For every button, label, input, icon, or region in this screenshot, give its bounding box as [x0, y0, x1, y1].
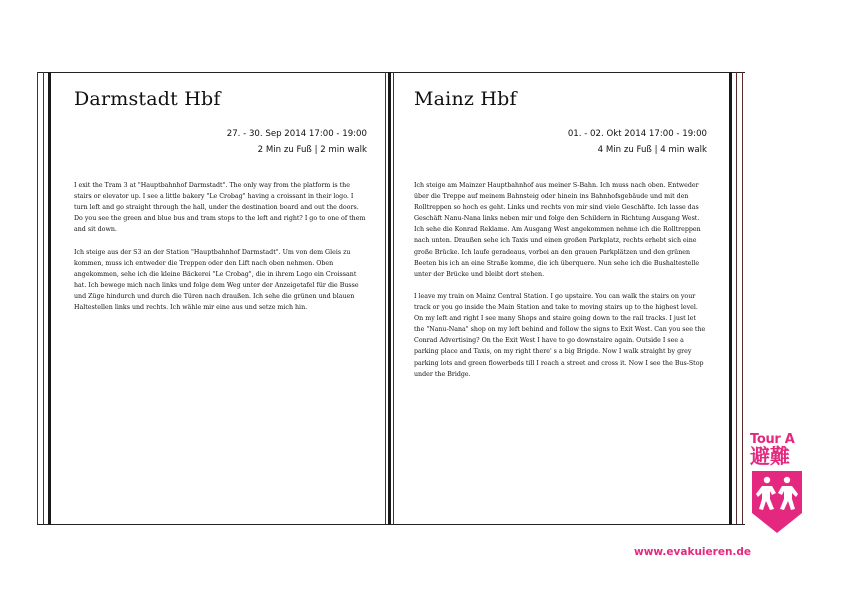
evacuation-pictogram-icon [750, 469, 804, 535]
tour-kanji: 避難 [750, 444, 790, 468]
left-page-meta [74, 126, 367, 158]
right-page-title: Mainz Hbf [414, 88, 517, 110]
right-page-meta [414, 126, 707, 158]
right-page-edge [736, 72, 737, 524]
right-page-date: 01. - 02. Okt 2014 17:00 - 19:00 [567, 129, 707, 139]
right-page-edge [742, 72, 743, 524]
tour-logo [750, 432, 804, 540]
spine-line [385, 72, 386, 524]
spine-line [393, 72, 394, 524]
book-top-edge [37, 72, 745, 73]
left-page-edge [37, 72, 38, 524]
tour-label: Tour A [750, 432, 795, 447]
right-page [414, 88, 707, 391]
left-page-date: 27. - 30. Sep 2014 17:00 - 19:00 [226, 129, 367, 139]
left-page-body [74, 180, 367, 313]
left-cover-edge [48, 72, 51, 524]
spine [388, 72, 391, 524]
left-page-edge [43, 72, 44, 524]
book-bottom-edge [37, 524, 745, 525]
left-page-paragraph-de: Ich steige aus der S3 an der Station "Hauptbahnhof Darmstadt". Um von dem Gleis zu kommen, muss ich entweder die Treppen oder den Lift nach oben nehmen. Oben angekommen, sehe ich die kleine Bäckerei "Le Crobag", die in ihrem Logo ein Croissant hat. Ich bewege mich nach links und folge dem Weg unter der Anzeigetafel für die Busse und Züge hindurch und durch die Türen nach draußen. Ich sehe die grünen und blauen Haltestellen links und rechts. Ich wähle mir eine aus und setze mich hin. [74, 248, 359, 312]
right-page-paragraph-de: Ich steige am Mainzer Hauptbahnhof aus meiner S-Bahn. Ich muss nach oben. Entweder über die Treppe auf meinem Bahnsteig oder hinein ins Bahnhofsgebäude und mit den Rolltreppen so hoch es geht. Links und rechts von mir sind viele Geschäfte. Ich lasse das Geschäft Nanu-Nana links neben mir und folge den Schildern in Richtung Ausgang West. Ich sehe die Konrad Reklame. Am Ausgang West angekommen nehme ich die Rolltreppen nach unten. Draußen sehe ich Taxis und einen großen Parkplatz, rechts erhebt sich eine große Brücke. Ich laufe geradeaus, vorbei an den grauen Parkplätzen und den grünen Beeten bis ich an eine Straße komme, die ich überquere. Nun sehe ich die Bushaltestelle unter der Brücke und bleibt dort stehen. [414, 182, 701, 278]
left-page [74, 88, 367, 324]
footer-url[interactable]: www.evakuieren.de [634, 546, 752, 558]
left-page-walk: 2 Min zu Fuß | 2 min walk [257, 145, 367, 155]
left-page-title: Darmstadt Hbf [74, 88, 221, 110]
right-page-body [414, 180, 707, 380]
right-page-walk: 4 Min zu Fuß | 4 min walk [597, 145, 707, 155]
left-page-paragraph-en: I exit the Tram 3 at "Hauptbahnhof Darmstadt". The only way from the platform is the stairs or elevator up. I see a little bakery "Le Crobag" having a croissant in their logo. I turn left and go straight through the hall, under the destination board and out the doors. Do you see the green and blue bus and tram stops to the left and right? I go to one of them and sit down. [74, 182, 366, 234]
right-page-paragraph-en: I leave my train on Mainz Central Station. I go upstaire. You can walk the stairs on your track or you go inside the Main Station and take to moving stairs up to the highest level. On my left and right I see many Shops and staire going down to the rail tracks. I just let the "Nanu-Nana" shop on my left behind and follow the signs to Exit West. Can you see the Conrad Advertising? On the Exit West I have to go downstaire again. Outside I see a parking place and Taxis, on my right there' s a big Brigde. Now I walk straight by grey parking lots and green flowerbeds till I reach a street and cross it. Now I see the Bus-Stop under the Bridge. [414, 292, 706, 378]
right-cover-edge [729, 72, 732, 524]
